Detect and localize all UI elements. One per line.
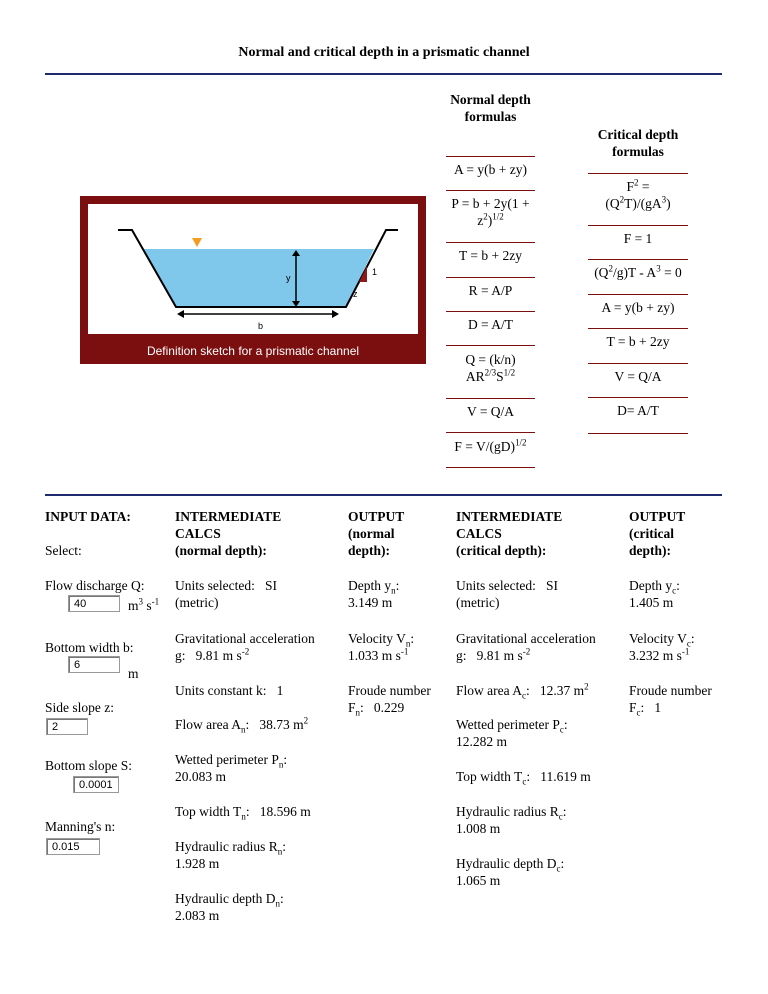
output-critical-heading: OUTPUT (critical depth): (629, 509, 686, 558)
normal-hydraulic-depth: Hydraulic depth $D_n$: 2.083 m (175, 891, 284, 923)
critical-formula-froude-squared: $F^2$ = $(Q^2T)/(gA^3)$ (605, 177, 671, 211)
output-normal-heading: OUTPUT (normal depth): (348, 509, 405, 558)
intermediate-critical-heading: INTERMEDIATE CALCS (critical depth): (456, 509, 563, 558)
slope-label-1: 1 (372, 267, 378, 277)
critical-formula-velocity: V = Q/A (614, 369, 662, 384)
normal-units-constant: Units constant k: 1 (175, 683, 284, 698)
normal-depth-output: Depth $y_n$: 3.149 m (348, 578, 400, 610)
definition-sketch (80, 196, 426, 364)
select-label: Select: (45, 543, 82, 558)
normal-flow-area: Flow area $A_n$: 38.73 $m^2$ (175, 715, 309, 735)
normal-formula-perimeter: P = b + 2y(1 + $z^2)^{1/2}$ (451, 196, 530, 228)
normal-formula-froude: F = V/(gD)$^{1/2}$ (454, 437, 527, 454)
critical-formulas-heading: Critical depth formulas (597, 127, 679, 159)
section-divider (45, 494, 722, 496)
critical-formula-froude-one: F = 1 (623, 231, 653, 246)
normal-hydraulic-radius: Hydraulic radius $R_n$: 1.928 m (175, 839, 286, 871)
normal-formula-depth: D = A/T (467, 317, 514, 332)
critical-formula-depth: D= A/T (617, 403, 659, 418)
sketch-canvas (88, 204, 418, 334)
normal-formulas-heading: Normal depth formulas (450, 92, 531, 124)
bottom-width-label: Bottom width b: (45, 640, 134, 655)
flow-discharge-input[interactable]: 40 (68, 595, 120, 612)
normal-gravity: Gravitational acceleration g: 9.81 m $s^{-2}$ (175, 631, 315, 663)
critical-formula-topwidth: T = b + 2zy (606, 334, 670, 349)
normal-formula-topwidth: T = b + 2zy (459, 248, 522, 263)
bottom-slope-label: Bottom slope S: (45, 758, 133, 773)
depth-label-y: y (286, 273, 291, 283)
side-slope-label: Side slope z: (45, 700, 114, 715)
bottom-width-unit: m (128, 666, 139, 681)
title-divider (45, 73, 722, 75)
critical-depth-output: Depth $y_c$: 1.405 m (629, 578, 680, 610)
intermediate-normal-heading: INTERMEDIATE CALCS (normal depth): (175, 509, 282, 558)
side-slope-input[interactable]: 2 (46, 718, 88, 735)
sketch-caption: Definition sketch for a prismatic channel (146, 344, 360, 358)
flow-discharge-unit: $m^3$ $s^{-1}$ (128, 596, 160, 613)
critical-flow-area: Flow area $A_c$: 12.37 $m^2$ (456, 681, 589, 701)
normal-wetted-perimeter: Wetted perimeter $P_n$: 20.083 m (175, 752, 288, 784)
critical-hydraulic-depth: Hydraulic depth $D_c$: 1.065 m (456, 856, 565, 888)
critical-top-width: Top width $T_c$: 11.619 m (456, 769, 591, 787)
critical-velocity-output: Velocity $V_c$: 3.232 m $s^{-1}$ (629, 631, 695, 663)
critical-units: Units selected: SI (metric) (456, 578, 558, 610)
critical-hydraulic-radius: Hydraulic radius $R_c$: 1.008 m (456, 804, 567, 836)
critical-formula-area: A = y(b + zy) (601, 300, 675, 315)
normal-formula-radius: R = A/P (468, 283, 513, 298)
manning-n-input[interactable]: 0.015 (46, 838, 100, 855)
normal-velocity-output: Velocity $V_n$: 1.033 m $s^{-1}$ (348, 631, 415, 663)
manning-n-label: Manning's n: (45, 819, 116, 834)
critical-wetted-perimeter: Wetted perimeter $P_c$: 12.282 m (456, 717, 568, 749)
critical-froude-output: Froude number $F_c$: 1 (629, 683, 712, 718)
channel-diagram (88, 204, 418, 334)
page-title: Normal and critical depth in a prismatic channel (238, 45, 530, 60)
slope-label-z: z (353, 289, 358, 299)
bottom-slope-input[interactable]: 0.0001 (73, 776, 119, 793)
normal-formula-manning: Q = (k/n) $AR^{2/3}S^{1/2}$ (465, 352, 516, 384)
normal-formula-area: A = y(b + zy) (454, 162, 527, 177)
input-heading: INPUT DATA: (45, 509, 131, 524)
width-label-b: b (258, 321, 264, 331)
normal-units: Units selected: SI (metric) (175, 578, 277, 610)
water-area (144, 249, 374, 307)
critical-formula-equation: $(Q^2/g)T - A^3 = 0$ (594, 263, 682, 280)
normal-froude-output: Froude number $F_n$: 0.229 (348, 683, 431, 718)
normal-formula-velocity: V = Q/A (466, 404, 515, 419)
water-surface-marker (192, 238, 202, 247)
critical-gravity: Gravitational acceleration g: 9.81 m $s^{-2}$ (456, 631, 596, 663)
flow-discharge-label: Flow discharge Q: (45, 578, 145, 593)
normal-top-width: Top width $T_n$: 18.596 m (175, 804, 311, 822)
bottom-width-input[interactable]: 6 (68, 656, 120, 673)
